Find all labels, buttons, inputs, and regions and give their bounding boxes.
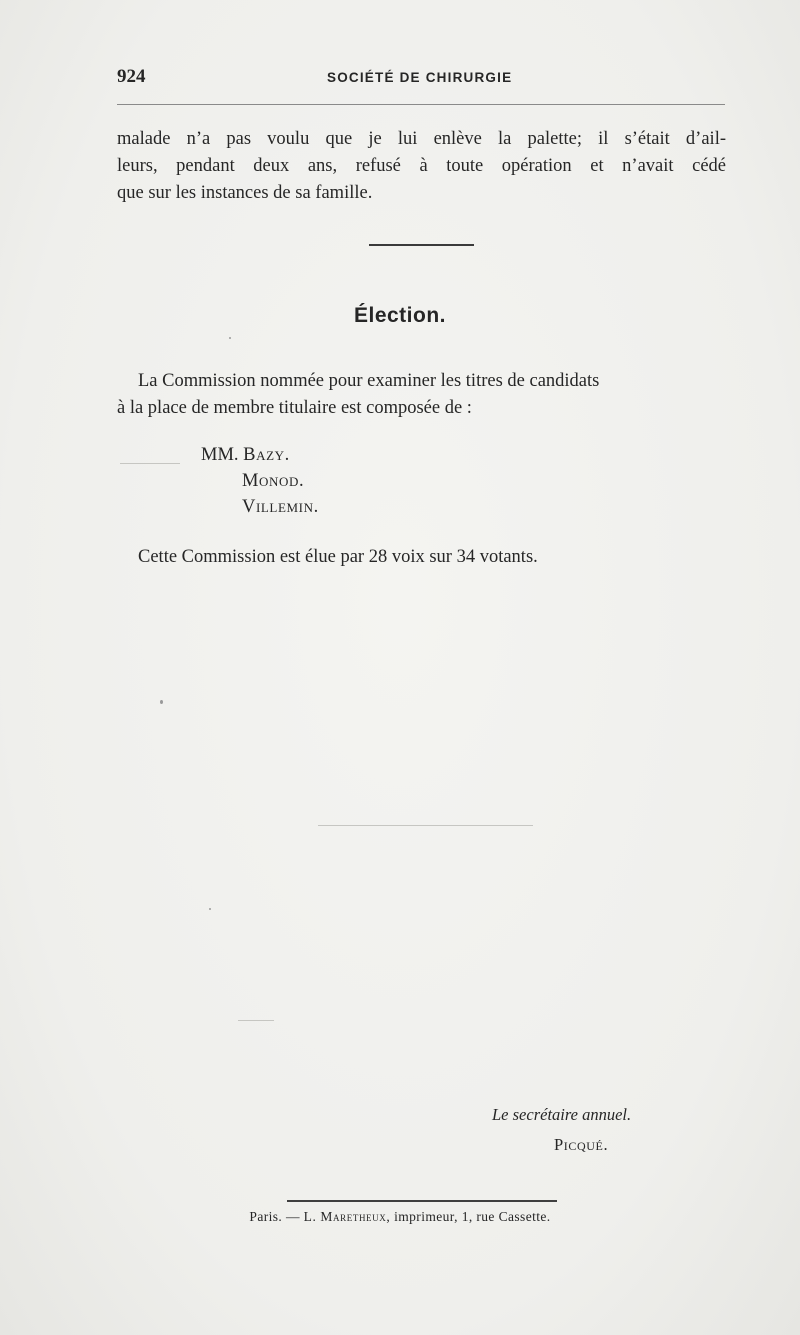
running-head: SOCIÉTÉ DE CHIRURGIE [327,70,513,85]
member-name: Villemin. [242,497,319,517]
member-entry [201,442,319,468]
members-prefix: MM. [201,445,239,465]
intro-paragraph [117,126,726,207]
signature-name: Picqué. [554,1135,609,1154]
intro-line: malade n’a pas voulu que je lui enlève la palette; il s’était d’ail- [117,129,726,149]
printer-rule [287,1200,557,1202]
paper-speck [160,700,163,704]
intro-line: que sur les instances de sa famille. [117,183,373,203]
paper-speck [209,908,211,910]
vote-result: Cette Commission est élue par 28 voix sur 34 votants. [138,547,538,567]
printer-city: Paris. — [249,1209,300,1224]
paper-mark [238,1020,274,1021]
printer-address: imprimeur, 1, rue Cassette. [394,1209,551,1224]
printer-name: L. Maretheux, [303,1209,391,1224]
signature-block [492,1100,631,1160]
section-separator-rule [369,244,474,246]
commission-line: La Commission nommée pour examiner les titres de candidats [138,371,600,391]
paper-mark [318,825,533,826]
section-title: Élection. [353,304,447,327]
commission-paragraph [117,368,726,422]
printer-imprint [0,1209,800,1225]
commission-line: à la place de membre titulaire est composée de : [117,398,472,418]
signature-role: Le secrétaire annuel. [492,1105,632,1124]
header-rule [117,104,725,105]
page-header [117,66,725,94]
paper-mark [120,463,180,464]
paper-speck [229,337,231,339]
member-name: Bazy. [243,445,290,465]
members-list [201,442,319,520]
page-number: 924 [117,66,146,87]
intro-line: leurs, pendant deux ans, refusé à toute opération et n’avait cédé [117,156,726,176]
member-name: Monod. [242,471,305,491]
